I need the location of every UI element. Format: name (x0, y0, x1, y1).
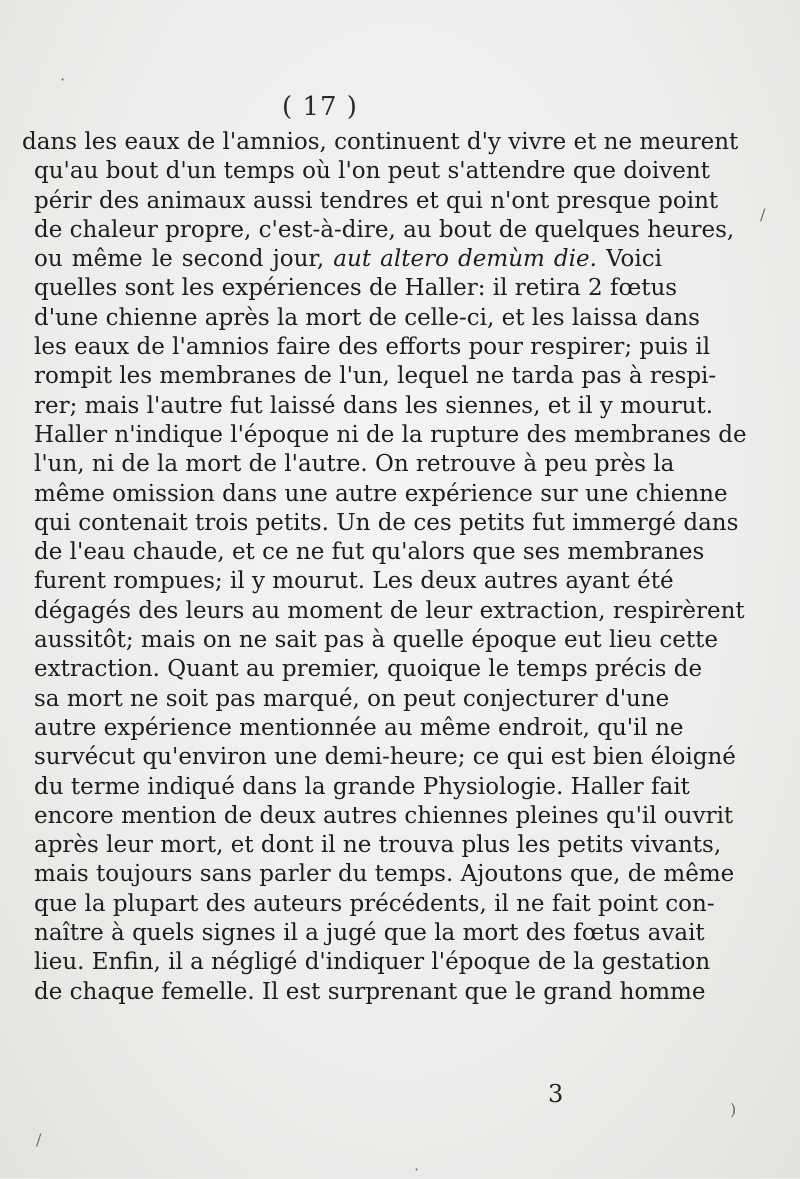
text-line: du terme indiqué dans la grande Physiologie. Haller fait (34, 773, 690, 800)
stray-mark: / (760, 205, 766, 224)
stray-mark: / (36, 1130, 42, 1149)
body-paragraph (22, 128, 747, 1007)
signature-mark: 3 (548, 1080, 564, 1108)
text-line: dégagés des leurs au moment de leur extraction, respirèrent (34, 597, 745, 624)
page-number-header: ( 17 ) (282, 92, 358, 122)
text-line: quelles sont les expériences de Haller: il retira 2 fœtus (34, 275, 678, 302)
text-line: furent rompues; il y mourut. Les deux autres ayant été (34, 568, 674, 595)
text-line: aussitôt; mais on ne sait pas à quelle époque eut lieu cette (34, 627, 719, 654)
text-line: l'un, ni de la mort de l'autre. On retrouve à peu près la (34, 451, 675, 478)
text-line: Haller n'indique l'époque ni de la rupture des membranes de (34, 421, 747, 448)
text-line: qu'au bout d'un temps où l'on peut s'attendre que doivent (34, 158, 710, 185)
text-segment: Voici (606, 246, 663, 273)
text-line: périr des animaux aussi tendres et qui n'ont presque point (34, 187, 719, 214)
text-line: mais toujours sans parler du temps. Ajoutons que, de même (34, 861, 735, 888)
text-line: naître à quels signes il a jugé que la mort des fœtus avait (34, 920, 705, 947)
text-line: rompit les membranes de l'un, lequel ne tarda pas à respi- (34, 363, 717, 390)
stray-mark: · (60, 70, 66, 89)
text-line: de l'eau chaude, et ce ne fut qu'alors que ses membranes (34, 539, 705, 566)
text-line: dans les eaux de l'amnios, continuent d'y vivre et ne meurent (22, 129, 739, 155)
text-line: survécut qu'environ une demi-heure; ce qui est bien éloigné (34, 744, 736, 771)
text-line: autre expérience mentionnée au même endroit, qu'il ne (34, 714, 684, 741)
stray-mark: · (414, 1160, 420, 1179)
stray-mark: ) (730, 1100, 737, 1119)
text-line: même omission dans une autre expérience sur une chienne (34, 480, 728, 507)
text-line: de chaleur propre, c'est-à-dire, au bout de quelques heures, (34, 216, 735, 243)
text-line: sa mort ne soit pas marqué, on peut conjecturer d'une (34, 685, 670, 712)
text-line: lieu. Enfin, il a négligé d'indiquer l'époque de la gestation (34, 949, 711, 976)
text-line: extraction. Quant au premier, quoique le temps précis de (34, 656, 703, 683)
text-line: les eaux de l'amnios faire des efforts pour respirer; puis il (34, 334, 711, 361)
text-line: après leur mort, et dont il ne trouva plus les petits vivants, (34, 832, 722, 859)
text-line: encore mention de deux autres chiennes pleines qu'il ouvrit (34, 802, 734, 829)
text-line: qui contenait trois petits. Un de ces petits fut immergé dans (34, 509, 739, 536)
text-line: rer; mais l'autre fut laissé dans les siennes, et il y mourut. (34, 392, 714, 419)
text-line-with-italic (22, 245, 662, 274)
text-line: de chaque femelle. Il est surprenant que le grand homme (34, 978, 706, 1005)
text-line: d'une chienne après la mort de celle-ci, et les laissa dans (34, 304, 700, 331)
latin-quote: aut altero demùm die. (333, 246, 597, 273)
text-segment: ou même le second jour, (34, 246, 325, 273)
text-line: que la plupart des auteurs précédents, il ne fait point con- (34, 890, 715, 917)
